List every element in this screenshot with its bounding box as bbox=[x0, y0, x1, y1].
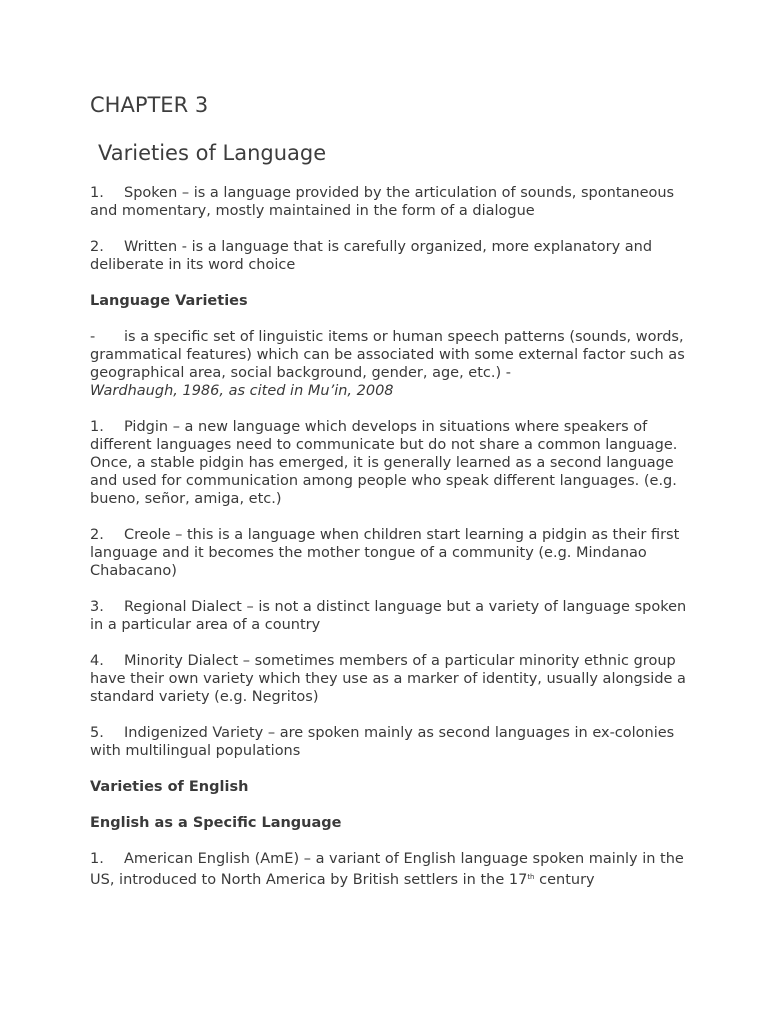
list-text: Regional Dialect – is not a distinct language but a variety of language spoken in a particular area of a country bbox=[90, 599, 687, 633]
list-text: Indigenized Variety – are spoken mainly as second languages in ex-colonies with multilingual populations bbox=[90, 725, 675, 759]
document-body bbox=[90, 90, 690, 907]
list-text: Minority Dialect – sometimes members of a particular minority ethnic group have their own variety which they use as a marker of identity, usually alongside a standard variety (e.g. Negritos) bbox=[90, 653, 686, 705]
page-title: Varieties of Language bbox=[98, 141, 327, 165]
list-text: American English (AmE) – a variant of English language spoken mainly in the US, introduced to North America by British settlers in the 17 bbox=[90, 851, 684, 888]
list-number: 5. bbox=[90, 725, 104, 741]
section-heading-language-varieties: Language Varieties bbox=[90, 293, 248, 309]
list-item-pidgin bbox=[90, 418, 690, 508]
list-number: 1. bbox=[90, 185, 104, 201]
list-item-indigenized-variety bbox=[90, 724, 690, 760]
list-item-regional-dialect bbox=[90, 598, 690, 634]
list-text-tail: century bbox=[534, 872, 595, 888]
list-number: 1. bbox=[90, 851, 104, 867]
list-item-minority-dialect bbox=[90, 652, 690, 706]
list-number: 4. bbox=[90, 653, 104, 669]
list-text: Spoken – is a language provided by the articulation of sounds, spontaneous and momentary, mostly maintained in the form of a dialogue bbox=[90, 185, 675, 219]
list-number: 3. bbox=[90, 599, 104, 615]
definition-paragraph bbox=[90, 328, 690, 400]
list-item-spoken bbox=[90, 184, 690, 220]
superscript: th bbox=[527, 873, 535, 881]
list-text: Written - is a language that is carefully organized, more explanatory and deliberate in its word choice bbox=[90, 239, 653, 273]
list-item-american-english bbox=[90, 850, 690, 889]
dash-marker: - bbox=[90, 329, 96, 345]
list-text: Pidgin – a new language which develops in situations where speakers of different languages need to communicate but do not share a common language. Once, a stable pidgin has emerged, it is generally learned as a second language and used for communication among people who speak different languages. (e.g. bueno, señor, amiga, etc.) bbox=[90, 419, 678, 507]
definition-text: is a specific set of linguistic items or human speech patterns (sounds, words, grammatical features) which can be associated with some external factor such as geographical area, social background, gender, age, etc.) - bbox=[90, 329, 685, 381]
list-number: 2. bbox=[90, 527, 104, 543]
list-text: Creole – this is a language when children start learning a pidgin as their first language and it becomes the mother tongue of a community (e.g. Mindanao Chabacano) bbox=[90, 527, 680, 579]
chapter-heading: CHAPTER 3 bbox=[90, 93, 209, 117]
citation: Wardhaugh, 1986, as cited in Mu’in, 2008 bbox=[90, 383, 394, 399]
section-heading-english-specific: English as a Specific Language bbox=[90, 815, 342, 831]
list-item-written bbox=[90, 238, 690, 274]
list-item-creole bbox=[90, 526, 690, 580]
section-heading-varieties-of-english: Varieties of English bbox=[90, 779, 249, 795]
list-number: 1. bbox=[90, 419, 104, 435]
list-number: 2. bbox=[90, 239, 104, 255]
